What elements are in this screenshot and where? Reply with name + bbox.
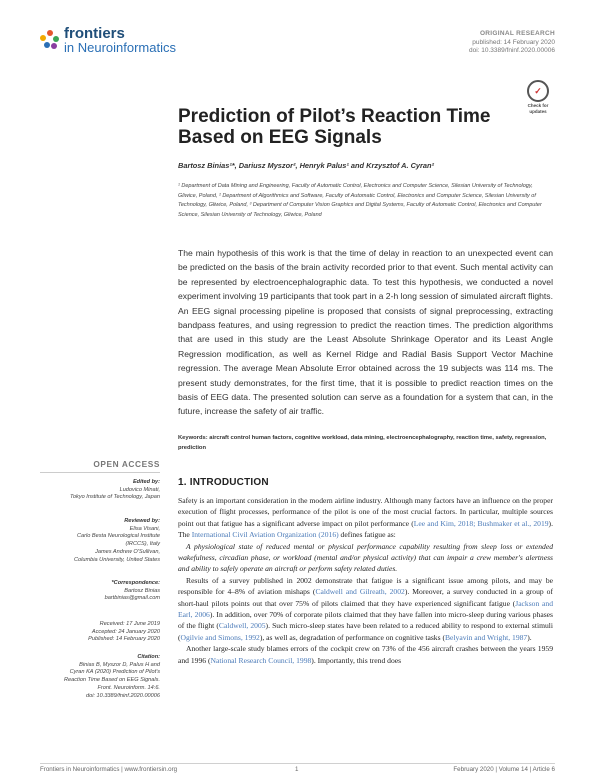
paragraph [178, 575, 553, 643]
correspondence-block [40, 580, 160, 603]
logo-journal: in Neuroinformatics [64, 40, 176, 55]
text-span: ). Such micro-sleep states have been related to a reduced ability to respond to external stimuli ( [178, 621, 553, 642]
journal-logo[interactable] [40, 26, 180, 56]
editor-name: Ludovico Minati, [119, 486, 160, 493]
open-access-label: OPEN ACCESS [93, 459, 160, 469]
correspondence-name: Bartosz Binias [124, 587, 160, 594]
citation-link[interactable]: Jackson and Earl, 2006 [178, 598, 553, 620]
reviewer-name: Elisa Visani, [129, 525, 160, 532]
check-updates-icon: ✓ [527, 80, 549, 102]
article-type: ORIGINAL RESEARCH [479, 30, 555, 37]
article-header-info [469, 30, 555, 56]
editor-affiliation: Tokyo Institute of Technology, Japan [70, 494, 160, 501]
keywords: Keywords: aircraft control human factors, cognitive workload, data mining, electroencephalography, reaction time, safety, regression, prediction [178, 435, 547, 451]
badge-line2: updates [529, 109, 547, 114]
fatigue-definition-quote: A physiological state of reduced mental or physical performance capability resulting from sleep loss or extended wakefulness, circadian phase, or workload (mental and/or physical activity) that can impair a crew member's alertness and ability to safely operate an aircraft or perform safety related duties. [178, 541, 553, 574]
text-span: ). Importantly, this trend does [311, 655, 402, 665]
published-date: published: 14 February 2020 [472, 38, 555, 46]
logo-name: frontiers [64, 25, 125, 42]
article-title: Prediction of Pilot’s Reaction Time Based on EEG Signals [178, 106, 491, 148]
reviewer-name: James Andrew O'Sullivan, [95, 548, 160, 555]
text-span: Another large-scale study blames errors of the cockpit crew on 73% of the 456 aircraft crashes between the years 1959 and 1996 ( [178, 644, 553, 665]
footer-issue-info: February 2020 | Volume 14 | Article 6 [453, 766, 555, 773]
paragraph [178, 643, 553, 666]
reviewed-by-label: Reviewed by: [124, 518, 160, 524]
citation-link[interactable]: International Civil Aviation Organization (2016) [191, 530, 339, 540]
text-span: ). [527, 632, 532, 642]
citation-link[interactable]: Ogilvie and Simons, 1992 [180, 632, 260, 642]
paragraph [178, 495, 553, 541]
author-list: Bartosz Binias¹*, Dariusz Myszor², Henryk Palus¹ and Krzysztof A. Cyran² [178, 161, 434, 170]
correspondence-label: *Correspondence: [111, 580, 160, 586]
section-heading: 1. INTRODUCTION [178, 477, 269, 488]
text-span: Results of a survey published in 2002 demonstrate that fatigue is a significant issue among pilots, and may be responsible for 4–8% of aviation mishaps ( [178, 575, 553, 597]
page-number: 1 [295, 766, 299, 773]
reviewer-affiliation: Carlo Besta Neurological Institute [76, 533, 160, 540]
footer-journal-link[interactable]: Frontiers in Neuroinformatics | www.frontiersin.org [40, 766, 178, 773]
text-span: Safety is an important consideration in the modern airline industry. Although many factors have an influence on the proper execution of flight processes, performance of the pilot is one of the most crucial factors. In particular, multiple sources point out that fatigue has a significant adverse impact on pilot performance ( [178, 496, 553, 528]
citation-line: Cyran KA (2020) Prediction of Pilot's [69, 669, 160, 676]
sidebar-divider [40, 472, 160, 473]
frontiers-logo-icon [40, 30, 60, 50]
footer-divider [40, 763, 555, 764]
dates-block [40, 621, 160, 644]
correspondence-email[interactable]: bartbinias@gmail.com [104, 595, 160, 602]
citation-link[interactable]: National Research Council, 1998 [210, 655, 312, 665]
citation-link[interactable]: Belyavin and Wright, 1987 [444, 632, 528, 642]
accepted-date: Accepted: 24 January 2020 [91, 628, 160, 635]
citation-block [40, 654, 160, 700]
edited-by-block [40, 479, 160, 502]
text-span: defines fatigue as: [338, 530, 396, 540]
citation-line: Reaction Time Based on EEG Signals. [63, 677, 160, 684]
published-date-sidebar: Published: 14 February 2020 [88, 636, 160, 643]
edited-by-label: Edited by: [132, 479, 160, 485]
citation-doi[interactable]: doi: 10.3389/fninf.2020.00006 [85, 692, 160, 699]
affiliations: ¹ Department of Data Mining and Engineering, Faculty of Automatic Control, Electronics and Computer Science, Silesian University of Technology, Gliwice, Poland, ² Department of Algorithmics and Software, Faculty of Automatic Control, Electronics and Computer Science, Silesian University of Technology, Gliwice, Poland, ³ Department of Computer Vision Graphics and Digital Systems, Faculty of Automatic Control, Electronics and Computer Science, Silesian University of Technology, Gliwice, Poland [178, 183, 542, 218]
citation-line: Binias B, Myszor D, Palus H and [79, 661, 160, 668]
text-span: ), as well as, degradation of performance on cognitive tasks ( [259, 632, 445, 642]
reviewer-affiliation: (IRCCS), Italy [125, 541, 160, 548]
text-span: ). Moreover, a survey conducted in a group of short-haul pilots points out that over 75% of pilots claimed that they have experienced significant fatigue ( [178, 587, 554, 608]
article-doi[interactable]: doi: 10.3389/fninf.2020.00006 [468, 47, 555, 54]
reviewed-by-block [40, 518, 160, 564]
abstract: The main hypothesis of this work is that the time of delay in reaction to an unexpected event can be predicted on the basis of the brain activity recorded prior to that event. Such mental activity can be represented by electroencephalographic data. To test this hypothesis, we conducted a novel experiment involving 19 participants that took part in a 2-h long session of simulated aircraft flights. An EEG signal processing pipeline is proposed that consists of signal preprocessing, extracting bandpass features, and using regression to predict the reaction times. The prediction algorithms that are used in this study are the Least Absolute Shrinkage Operator and its Least Angle Regression modification, as well as Kernel Ridge and Radial Basis Support Vector Machine regression. The average Mean Absolute Error obtained across the 19 subjects was 114 ms. The present study demonstrates, for the first time, that it is possible to predict reaction times on the basis of EEG data. The presented solution can serve as a foundation for a system that can, in the future, increase the safety of air traffic. [178, 248, 553, 417]
text-span: ). In addition, over 70% of corporate pilots claimed that they have fallen into micro-sleep during various phases of the flight ( [178, 610, 553, 631]
citation-link[interactable]: Lee and Kim, 2018; Bushmaker et al., 2019 [413, 518, 549, 528]
citation-link[interactable]: Caldwell and Gilreath, 2002 [315, 587, 405, 597]
reviewer-affiliation: Columbia University, United States [73, 556, 160, 563]
badge-line1: Check for [527, 103, 549, 108]
citation-link[interactable]: Caldwell, 2005 [218, 621, 266, 631]
citation-line: Front. Neuroinform. 14:6. [97, 684, 160, 691]
text-span: ). The [178, 518, 553, 540]
body-text [178, 495, 553, 666]
citation-label: Citation: [137, 654, 160, 660]
received-date: Received: 17 June 2019 [99, 621, 160, 627]
check-for-updates-badge[interactable] [520, 80, 556, 116]
